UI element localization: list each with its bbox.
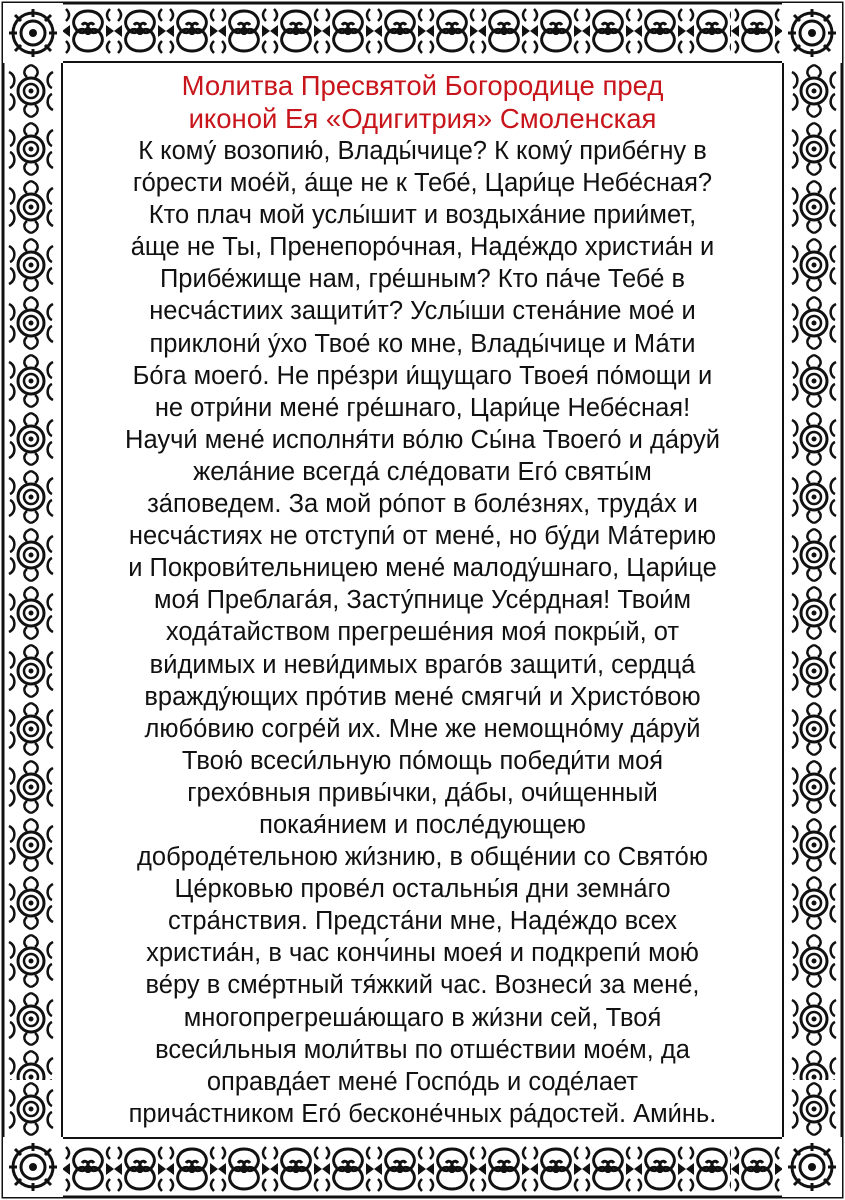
body-line: любо́вию согре́й их. Мне же немощно́му да́руй — [144, 714, 701, 743]
body-line: К кому́ возопию́, Влады́чице? К кому́ прибе́гну в — [138, 137, 707, 165]
body-line: стра́нствия. Предста́ни мне, Наде́ждо всех — [167, 907, 678, 936]
body-line: жела́ние всегда́ сле́довати Его́ святы́м — [193, 457, 652, 486]
body-line: грехо́вныя привы́чки, да́бы, очи́щенный — [187, 778, 658, 807]
body-line: многопрегреша́ющаго в жи́зни сей, Твоя́ — [183, 1003, 662, 1032]
body-line: оправда́ет мене́ Госпо́дь и соде́лает — [206, 1067, 639, 1096]
body-line: Бо́га моего́. Не пре́зри и́щущаго Твоея́ по́мощи и — [132, 361, 713, 390]
body-line: несча́стиях не отступи́ от мене́, но бу́ди Ма́терию — [128, 522, 717, 551]
body-line: приклони́ у́хо Твое́ ко мне, Влады́чице и Ма́ти — [149, 329, 696, 358]
body-line: всеси́льныя моли́твы по отше́ствии мое́м, да — [155, 1035, 690, 1064]
body-line: христиа́н, в час конч́ины моея́ и подкрепи́ мою́ — [146, 939, 699, 968]
body-line: ви́димых и неви́димых враго́в защити́, сердца́ — [149, 650, 696, 679]
body-line: а́ще не Ты, Пренепоро́чная, Наде́ждо христиа́н и — [130, 233, 715, 262]
body-line: Кто плач мой услы́шит и воздыха́ние прии́мет, — [148, 201, 697, 230]
body-line: несча́стиих защити́т? Услы́ши стена́ние мое́ и — [149, 297, 696, 326]
prayer-body — [66, 135, 779, 1130]
title-line: Молитва Пресвятой Богородице пред — [181, 70, 664, 101]
body-line: за́поведем. За мой ро́пот в боле́знях, труда́х и — [147, 490, 698, 519]
body-line: Твою́ всеси́льную по́мощь победи́ти моя́ — [181, 746, 664, 775]
body-line: го́рести мое́й, а́ще не к Тебе́, Цари́це Небе́сная? — [132, 169, 713, 198]
body-line: Це́рковью прове́л остальны́я дни земна́го — [174, 875, 671, 904]
body-line: и Покрови́тельницею мене́ малоду́шнаго, Цари́це — [128, 554, 717, 583]
title-line: иконой Ея «Одигитрия» Смоленская — [188, 103, 657, 134]
body-line: ве́ру в сме́ртный тя́жкий час. Вознеси́ за мене́, — [145, 971, 700, 1000]
body-line: вражду́ющих про́тив мене́ смягчи́ и Христо́вою — [144, 682, 701, 711]
body-line: доброде́тельною жи́знию, в обще́нии со Свято́ю — [137, 843, 708, 872]
body-line: покая́нием и после́дующею — [259, 810, 586, 839]
body-line: моя́ Преблага́я, Засту́пнице Усе́рдная! Твои́м — [153, 586, 692, 615]
body-line: хода́тайством прегреше́ния моя́ покры́й, от — [165, 618, 680, 647]
prayer-content — [66, 66, 779, 1134]
body-line: не отри́ни мене́ гре́шнаго, Цари́це Небе́сная! — [154, 393, 691, 422]
body-line: Научи́ мене́ исполня́ти во́лю Сы́на Твоего́ и да́руй — [125, 425, 720, 454]
body-line: прича́стником Его́ бесконе́чных ра́достей. Ами́нь. — [128, 1099, 717, 1128]
body-line: Прибе́жище нам, гре́шным? Кто па́че Тебе́ в — [159, 265, 686, 294]
prayer-title — [66, 66, 779, 135]
